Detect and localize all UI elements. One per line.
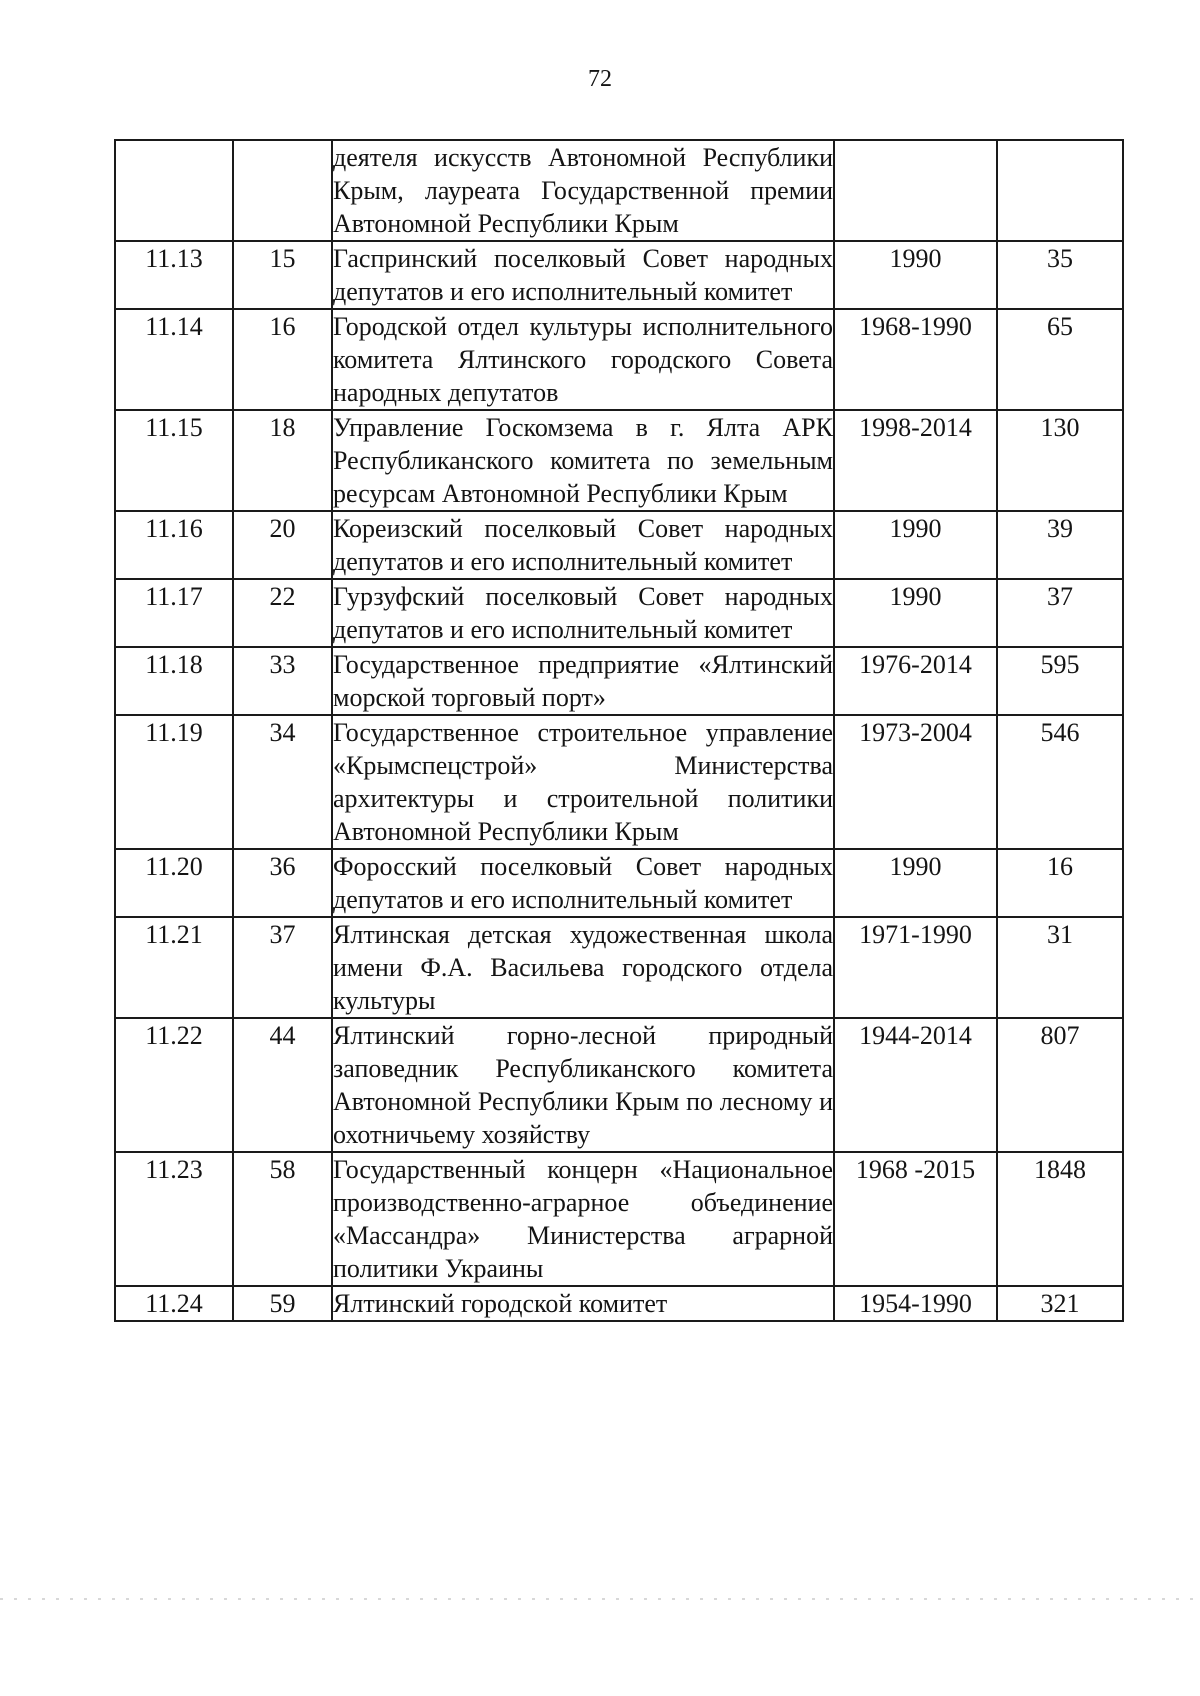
units-cell: 37	[997, 579, 1123, 647]
fund-number-cell	[233, 140, 332, 241]
fund-name-cell	[332, 410, 834, 511]
row-number-cell: 11.24	[115, 1286, 233, 1321]
fund-name-text: Государственное строительное управление «Крымспецстрой» Министерства архитектуры и строительной политики Автономной Республики Крым	[333, 718, 833, 846]
years-cell: 1998-2014	[834, 410, 997, 511]
fund-name-text: Гаспринский поселковый Совет народных депутатов и его исполнительный комитет	[333, 244, 833, 306]
fund-number-cell: 18	[233, 410, 332, 511]
row-number-cell: 11.14	[115, 309, 233, 410]
units-cell: 546	[997, 715, 1123, 849]
fund-name-text: Государственное предприятие «Ялтинский морской торговый порт»	[333, 650, 833, 712]
archive-fund-table	[114, 139, 1124, 1322]
units-cell: 130	[997, 410, 1123, 511]
fund-name-text: Городской отдел культуры исполнительного комитета Ялтинского городского Совета народных депутатов	[333, 312, 833, 407]
fund-number-cell: 33	[233, 647, 332, 715]
row-number-cell: 11.18	[115, 647, 233, 715]
fund-name-text: Ялтинский горно-лесной природный заповедник Республиканского комитета Автономной Республики Крым по лесному и охотничьему хозяйству	[333, 1021, 833, 1149]
units-cell: 31	[997, 917, 1123, 1018]
fund-name-text: Ялтинская детская художественная школа имени Ф.А. Васильева городского отдела культуры	[333, 920, 833, 1015]
table-row	[115, 647, 1123, 715]
table-row	[115, 410, 1123, 511]
units-cell: 1848	[997, 1152, 1123, 1286]
fund-name-text: Управление Госкомзема в г. Ялта АРК Республиканского комитета по земельным ресурсам Автономной Республики Крым	[333, 413, 833, 508]
row-number-cell	[115, 140, 233, 241]
units-cell: 595	[997, 647, 1123, 715]
page-number: 72	[588, 66, 612, 92]
years-cell: 1976-2014	[834, 647, 997, 715]
fund-name-cell	[332, 1286, 834, 1321]
fund-number-cell: 36	[233, 849, 332, 917]
table-row	[115, 579, 1123, 647]
years-cell: 1954-1990	[834, 1286, 997, 1321]
units-cell: 65	[997, 309, 1123, 410]
table-row	[115, 1152, 1123, 1286]
units-cell: 321	[997, 1286, 1123, 1321]
fund-number-cell: 34	[233, 715, 332, 849]
fund-name-cell	[332, 1018, 834, 1152]
units-cell: 807	[997, 1018, 1123, 1152]
years-cell: 1990	[834, 579, 997, 647]
fund-number-cell: 59	[233, 1286, 332, 1321]
row-number-cell: 11.19	[115, 715, 233, 849]
years-cell: 1990	[834, 511, 997, 579]
fund-name-text: Форосский поселковый Совет народных депутатов и его исполнительный комитет	[333, 852, 833, 914]
fund-name-cell	[332, 241, 834, 309]
fund-number-cell: 20	[233, 511, 332, 579]
fund-number-cell: 15	[233, 241, 332, 309]
scan-edge-noise	[0, 1598, 1200, 1600]
years-cell: 1990	[834, 241, 997, 309]
table-row	[115, 511, 1123, 579]
fund-name-cell	[332, 917, 834, 1018]
fund-name-text: Государственный концерн «Национальное производственно-аграрное объединение «Массандра» Министерства аграрной политики Украины	[333, 1155, 833, 1283]
fund-name-text: Гурзуфский поселковый Совет народных депутатов и его исполнительный комитет	[333, 582, 833, 644]
table-row	[115, 140, 1123, 241]
fund-name-cell	[332, 1152, 834, 1286]
table-row	[115, 1286, 1123, 1321]
row-number-cell: 11.20	[115, 849, 233, 917]
units-cell: 16	[997, 849, 1123, 917]
fund-number-cell: 16	[233, 309, 332, 410]
years-cell: 1973-2004	[834, 715, 997, 849]
units-cell	[997, 140, 1123, 241]
years-cell: 1944-2014	[834, 1018, 997, 1152]
fund-name-cell	[332, 715, 834, 849]
fund-name-cell	[332, 309, 834, 410]
units-cell: 39	[997, 511, 1123, 579]
units-cell: 35	[997, 241, 1123, 309]
table-row	[115, 917, 1123, 1018]
table-row	[115, 309, 1123, 410]
row-number-cell: 11.15	[115, 410, 233, 511]
fund-name-text: Кореизский поселковый Совет народных депутатов и его исполнительный комитет	[333, 514, 833, 576]
fund-name-cell	[332, 511, 834, 579]
fund-name-cell	[332, 849, 834, 917]
fund-number-cell: 44	[233, 1018, 332, 1152]
fund-number-cell: 22	[233, 579, 332, 647]
fund-name-cell	[332, 579, 834, 647]
fund-name-text: Ялтинский городской комитет	[333, 1289, 668, 1318]
row-number-cell: 11.22	[115, 1018, 233, 1152]
table-row	[115, 1018, 1123, 1152]
years-cell: 1968 -2015	[834, 1152, 997, 1286]
table-row	[115, 849, 1123, 917]
years-cell: 1971-1990	[834, 917, 997, 1018]
row-number-cell: 11.16	[115, 511, 233, 579]
years-cell: 1968-1990	[834, 309, 997, 410]
years-cell: 1990	[834, 849, 997, 917]
years-cell	[834, 140, 997, 241]
fund-number-cell: 37	[233, 917, 332, 1018]
fund-number-cell: 58	[233, 1152, 332, 1286]
row-number-cell: 11.23	[115, 1152, 233, 1286]
fund-name-cell	[332, 140, 834, 241]
fund-name-text: деятеля искусств Автономной Республики Крым, лауреата Государственной премии Автономной Республики Крым	[333, 143, 833, 238]
table-row	[115, 715, 1123, 849]
row-number-cell: 11.21	[115, 917, 233, 1018]
row-number-cell: 11.13	[115, 241, 233, 309]
row-number-cell: 11.17	[115, 579, 233, 647]
fund-name-cell	[332, 647, 834, 715]
table-row	[115, 241, 1123, 309]
